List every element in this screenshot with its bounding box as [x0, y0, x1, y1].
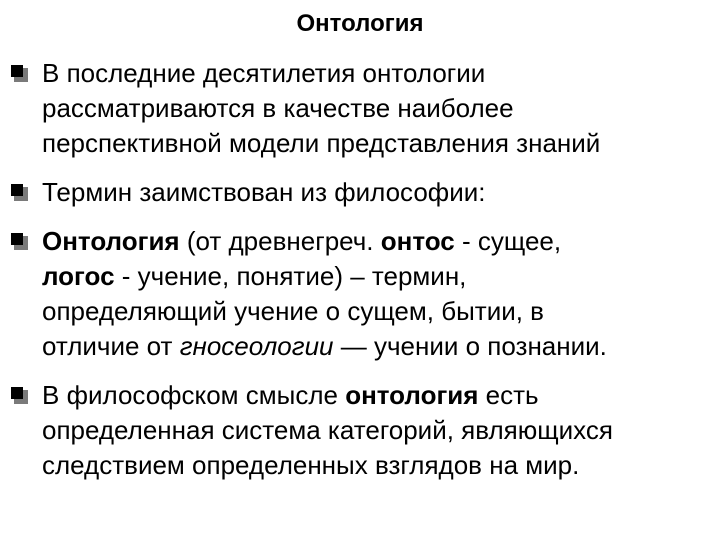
bullet-line: рассматриваются в качестве наиболее — [42, 93, 514, 123]
bullet-line: определенная система категорий, являющихся — [42, 415, 613, 445]
text-run: - сущее, — [454, 226, 562, 256]
bullet-line — [42, 378, 706, 413]
text-run: есть — [478, 380, 539, 410]
text-run: - учение, понятие) – термин, — [114, 261, 467, 291]
bullet-item — [0, 175, 720, 210]
bullet-item — [0, 224, 720, 364]
bullet-line: определяющий учение о сущем, бытии, в — [42, 296, 544, 326]
bullet-line: следствием определенных взглядов на мир. — [42, 450, 580, 480]
square-check-bullet-icon — [11, 184, 28, 201]
text-run: В философском смысле — [42, 380, 346, 410]
bold-term: онтос — [380, 226, 455, 256]
text-run: (от древнегреч. — [179, 226, 381, 256]
bullet-item — [0, 56, 720, 161]
bullet-line — [42, 224, 706, 259]
bullet-line: перспективной модели представления знаний — [42, 128, 601, 158]
bullet-line — [42, 329, 706, 364]
bullet-list — [0, 56, 720, 497]
bullet-line: Термин заимствован из философии: — [42, 177, 486, 207]
square-check-bullet-icon — [11, 233, 28, 250]
square-check-bullet-icon — [11, 387, 28, 404]
bold-term: логос — [42, 261, 115, 291]
bold-term: онтология — [345, 380, 479, 410]
bold-term: Онтология — [42, 226, 180, 256]
bullet-item — [0, 378, 720, 483]
text-run: — учении о познании. — [333, 331, 607, 361]
bullet-line — [42, 259, 706, 294]
slide-title: Онтология — [296, 10, 424, 37]
square-check-bullet-icon — [11, 65, 28, 82]
text-run: отличие от — [42, 331, 180, 361]
bullet-line: В последние десятилетия онтологии — [42, 58, 486, 88]
italic-term: гносеологии — [179, 331, 334, 361]
